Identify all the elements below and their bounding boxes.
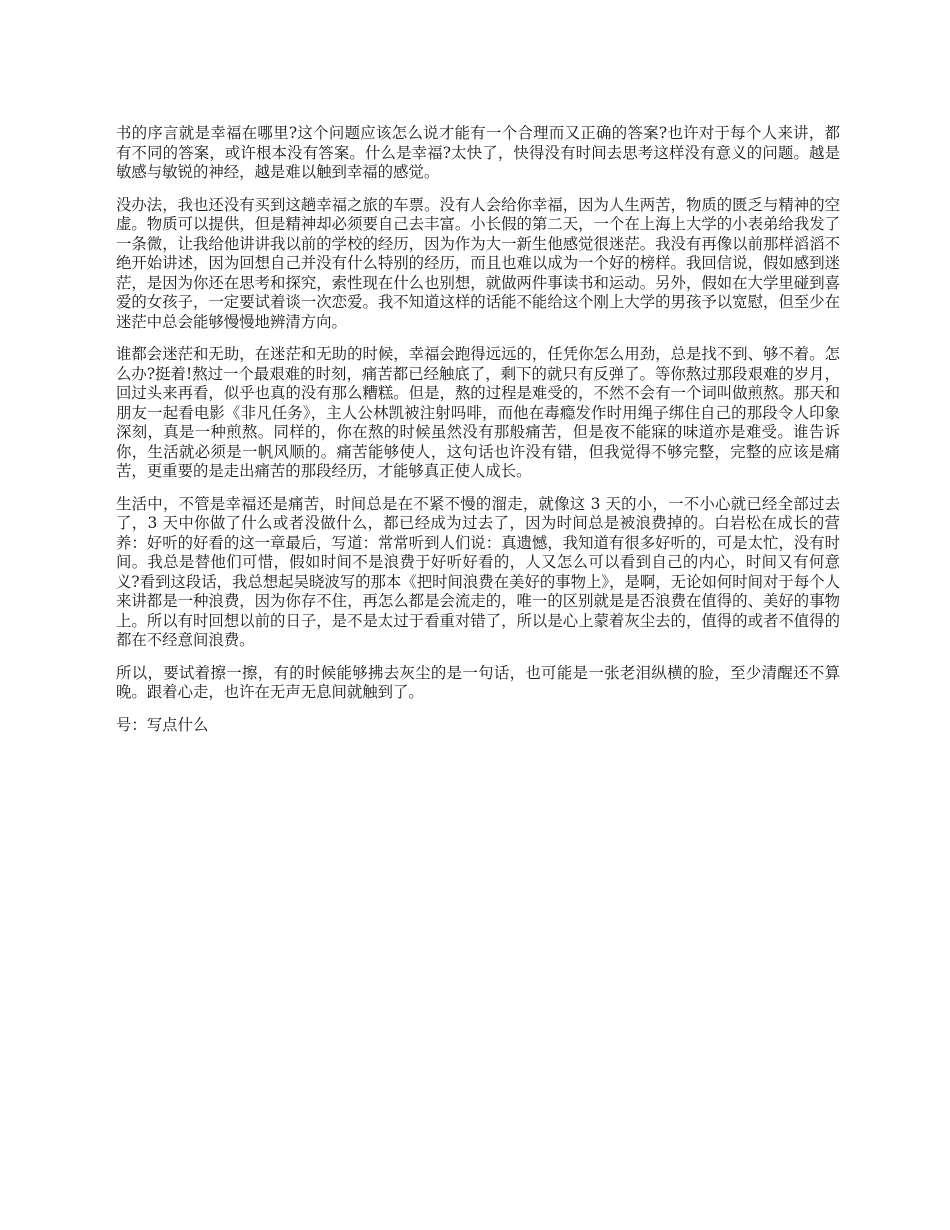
signature-line: 号：写点什么 [116,715,209,734]
paragraph-3: 谁都会迷茫和无助，在迷茫和无助的时候，幸福会跑得远远的，任凭你怎么用劲，总是找不到、够不着。怎么办?挺着!熬过一个最艰难的时刻，痛苦都已经触底了，剩下的就只有反弹了。等你熬过那段艰难的岁月，回过头来再看，似乎也真的没有那么糟糕。但是，熬的过程是难受的，不然不会有一个词叫做煎熬。那天和朋友一起看电影《非凡任务》，主人公林凯被注射吗啡，而他在毒瘾发作时用绳子绑住自己的那段令人印象深刻，真是一种煎熬。同样的，你在熬的时候虽然没有那般痛苦，但是夜不能寐的味道亦是难受。谁告诉你，生活就必须是一帆风顺的。痛苦能够使人，这句话也许没有错，但我觉得不够完整，完整的应该是痛苦，更重要的是走出痛苦的那段经历，才能够真正使人成长。 [116,345,840,480]
paragraph-1: 书的序言就是幸福在哪里?这个问题应该怎么说才能有一个合理而又正确的答案?也许对于每个人来讲，都有不同的答案，或许根本没有答案。什么是幸福?太快了，快得没有时间去思考这样没有意义的问题。越是敏感与敏锐的神经，越是难以触到幸福的感觉。 [116,124,840,181]
paragraph-2: 没办法，我也还没有买到这趟幸福之旅的车票。没有人会给你幸福，因为人生两苦，物质的匮乏与精神的空虚。物质可以提供，但是精神却必须要自己去丰富。小长假的第二天，一个在上海上大学的小表弟给我发了一条微，让我给他讲讲我以前的学校的经历，因为作为大一新生他感觉很迷茫。我没有再像以前那样滔滔不绝开始讲述，因为回想自己并没有什么特别的经历，而且也难以成为一个好的榜样。我回信说，假如感到迷茫，是因为你还在思考和探究，索性现在什么也别想，就做两件事读书和运动。另外，假如在大学里碰到喜爱的女孩子，一定要试着谈一次恋爱。我不知道这样的话能不能给这个刚上大学的男孩予以宽慰，但至少在迷茫中总会能够慢慢地辨清方向。 [116,195,840,331]
document-body [116,124,840,735]
paragraph-5: 所以，要试着擦一擦，有的时候能够拂去灰尘的是一句话，也可能是一张老泪纵横的脸，至少清醒还不算晚。跟着心走，也许在无声无息间就触到了。 [116,663,840,701]
paragraph-4: 生活中，不管是幸福还是痛苦，时间总是在不紧不慢的溜走，就像这 3 天的小，一不小心就已经全部过去了，3 天中你做了什么或者没做什么，都已经成为过去了，因为时间总是被浪费掉的。白岩松在成长的营养：好听的好看的这一章最后，写道：常常听到人们说：真遗憾，我知道有很多好听的，可是太忙，没有时间。我总是替他们可惜，假如时间不是浪费于好听好看的，人又怎么可以看到自己的内心，时间又有何意义?看到这段话，我总想起吴晓波写的那本《把时间浪费在美好的事物上》，是啊，无论如何时间对于每个人来讲都是一种浪费，因为你存不住，再怎么都是会流走的，唯一的区别就是是否浪费在值得的、美好的事物上。所以有时回想以前的日子，是不是太过于看重对错了，所以是心上蒙着灰尘去的，值得的或者不值得的都在不经意间浪费。 [116,494,840,649]
